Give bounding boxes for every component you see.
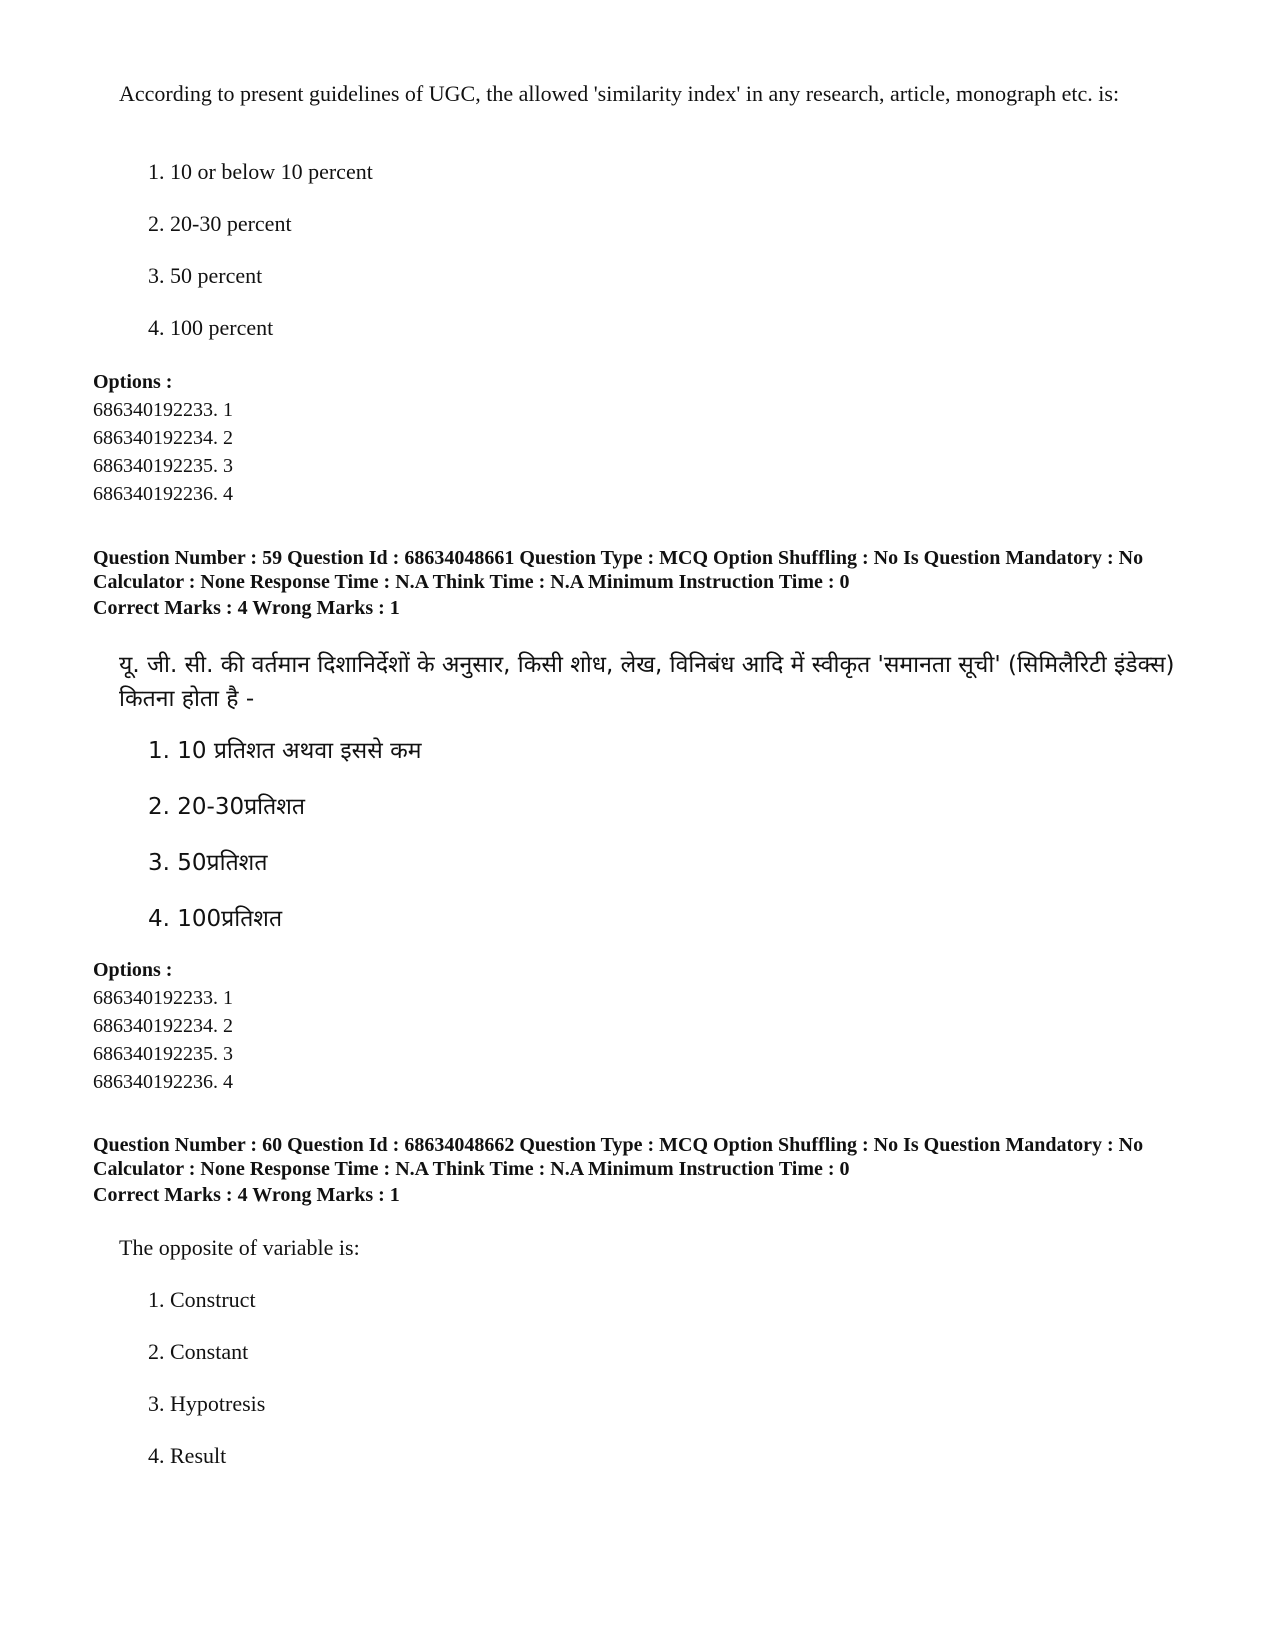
question-59-option-4: 686340192236. 4 xyxy=(93,1071,233,1093)
question-59-option-1: 686340192233. 1 xyxy=(93,987,233,1009)
question-60-choice-3: 3. Hypotresis xyxy=(148,1391,266,1416)
question-58-choice-1: 1. 10 or below 10 percent xyxy=(148,159,373,184)
question-59-marks: Correct Marks : 4 Wrong Marks : 1 xyxy=(93,597,400,619)
question-59-text: यू. जी. सी. की वर्तमान दिशानिर्देशों के अनुसार, किसी शोध, लेख, विनिबंध आदि में स्वीकृत 'समानता सूची' (सिमिलैरिटी इंडेक्स) कितना होता है - xyxy=(119,652,1175,712)
question-60-text: The opposite of variable is: xyxy=(119,1235,360,1260)
question-59-options-title: Options : xyxy=(93,959,173,981)
question-58-option-1: 686340192233. 1 xyxy=(93,399,233,421)
question-59-option-3: 686340192235. 3 xyxy=(93,1043,233,1065)
question-58-option-4: 686340192236. 4 xyxy=(93,483,233,505)
question-58-choice-2: 2. 20-30 percent xyxy=(148,211,292,236)
question-58-option-3: 686340192235. 3 xyxy=(93,455,233,477)
question-60-meta: Question Number : 60 Question Id : 68634048662 Question Type : MCQ Option Shuffling : No Is Question Mandatory : No Calculator : None Response Time : N.A Think Time : N.A Minimum Instruction Time : 0 xyxy=(93,1134,1144,1180)
question-60-marks: Correct Marks : 4 Wrong Marks : 1 xyxy=(93,1184,400,1206)
question-59-choice-3: 3. 50प्रतिशत xyxy=(148,850,268,876)
question-58-option-2: 686340192234. 2 xyxy=(93,427,233,449)
question-58-text: According to present guidelines of UGC, the allowed 'similarity index' in any research, article, monograph etc. is: xyxy=(119,81,1120,106)
question-59-option-2: 686340192234. 2 xyxy=(93,1015,233,1037)
question-59-choice-2: 2. 20-30प्रतिशत xyxy=(148,794,305,820)
question-59-meta: Question Number : 59 Question Id : 68634048661 Question Type : MCQ Option Shuffling : No Is Question Mandatory : No Calculator : None Response Time : N.A Think Time : N.A Minimum Instruction Time : 0 xyxy=(93,547,1144,593)
question-58-choice-4: 4. 100 percent xyxy=(148,315,274,340)
question-60-choice-2: 2. Constant xyxy=(148,1339,249,1364)
question-59-choice-4: 4. 100प्रतिशत xyxy=(148,906,283,932)
question-58-choice-3: 3. 50 percent xyxy=(148,263,263,288)
question-60-choice-4: 4. Result xyxy=(148,1443,227,1468)
question-58-options-title: Options : xyxy=(93,371,173,393)
question-59-choice-1: 1. 10 प्रतिशत अथवा इससे कम xyxy=(148,738,422,764)
question-60-choice-1: 1. Construct xyxy=(148,1287,256,1312)
